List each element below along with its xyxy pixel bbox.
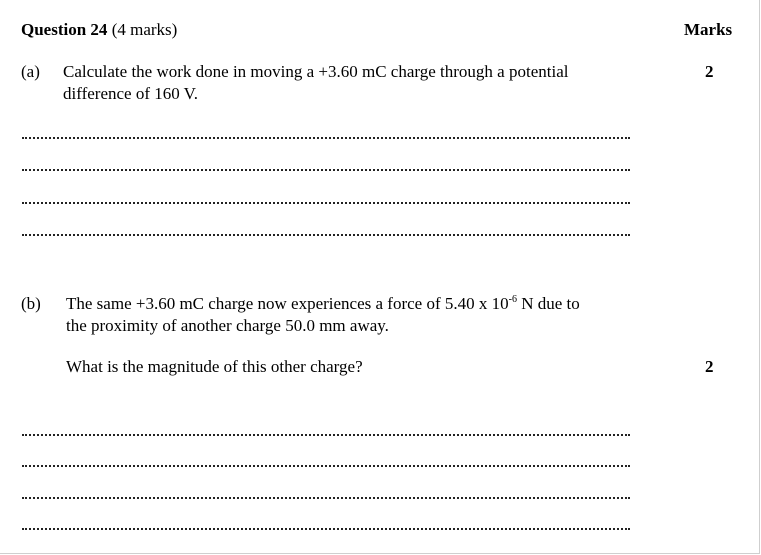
question-total-marks: (4 marks) [111,20,178,39]
part-b-text-line-1: The same +3.60 mC charge now experiences a force of 5.40 x $10^{-6}$ N due to [66,294,580,313]
answer-line[interactable] [22,202,630,204]
part-a-text-line-1: Calculate the work done in moving a +3.60 mC charge through a potential [63,62,569,81]
part-b-question: What is the magnitude of this other charge? [66,357,363,376]
part-a-marks: 2 [705,62,714,81]
answer-line[interactable] [22,137,630,139]
answer-line[interactable] [22,528,630,530]
question-title [21,19,177,41]
answer-line[interactable] [22,465,630,467]
answer-line[interactable] [22,497,630,499]
question-number: Question 24 [21,20,108,39]
part-b-text-line-2: the proximity of another charge 50.0 mm away. [66,316,389,335]
part-a-text-line-2: difference of 160 V. [63,84,199,103]
part-b-marks: 2 [705,357,714,376]
answer-line[interactable] [22,169,630,171]
marks-column-header: Marks [684,20,733,39]
part-b-label: (b) [21,294,41,313]
answer-line[interactable] [22,434,630,436]
answer-line[interactable] [22,234,630,236]
part-a-label: (a) [21,62,40,81]
